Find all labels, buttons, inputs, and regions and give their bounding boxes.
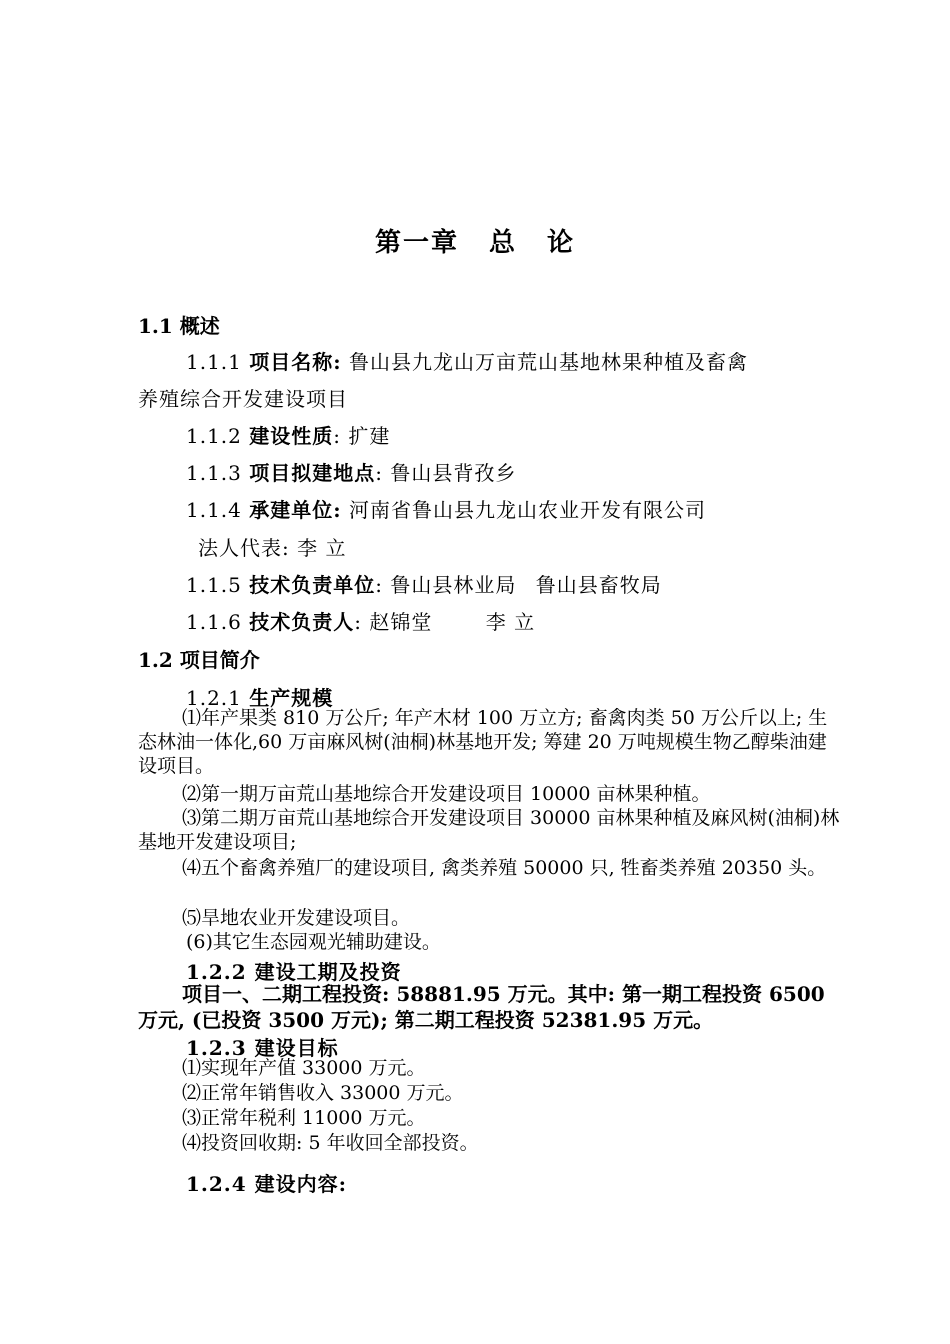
chapter-title <box>0 222 950 259</box>
item-1-1-2 <box>186 420 390 449</box>
item-key: 建设目标 <box>254 1036 339 1060</box>
item-key: 技术负责人 <box>249 610 355 634</box>
item-1-2-4-heading <box>186 1168 347 1197</box>
item-1-1-5 <box>186 569 662 598</box>
scale-paragraph-6: (6)其它生态园观光辅助建设。 <box>186 931 441 953</box>
item-1-1-1-continued: 养殖综合开发建设项目 <box>138 387 348 411</box>
item-key: 生产规模 <box>249 686 334 710</box>
item-value: : 鲁山县林业局 <box>375 573 517 597</box>
goal-3: ⑶正常年税利 11000 万元。 <box>182 1107 426 1129</box>
chapter-title-part2: 总 <box>488 228 517 258</box>
item-value-2: 李 立 <box>485 610 536 634</box>
item-key: 建设内容: <box>254 1172 348 1196</box>
item-number: 1.2.1 <box>186 686 242 710</box>
scale-paragraph-4: ⑷五个畜禽养殖厂的建设项目, 禽类养殖 50000 只, 牲畜类养殖 20350 头。 <box>182 857 827 879</box>
item-value-2: 鲁山县畜牧局 <box>535 573 662 597</box>
item-key: 建设性质 <box>249 424 334 448</box>
item-value: : 赵锦堂 <box>354 610 433 634</box>
goal-4: ⑷投资回收期: 5 年收回全部投资。 <box>182 1132 479 1154</box>
item-key: 项目名称: <box>249 350 342 374</box>
chapter-title-part3: 论 <box>547 228 576 258</box>
item-number: 1.2.2 <box>186 960 247 984</box>
chapter-title-part1: 第一章 <box>374 228 459 258</box>
scale-paragraph-2: ⑵第一期万亩荒山基地综合开发建设项目 10000 亩林果种植。 <box>182 783 711 805</box>
goal-2: ⑵正常年销售收入 33000 万元。 <box>182 1082 464 1104</box>
item-1-1-1 <box>186 346 748 375</box>
item-number: 1.2.3 <box>186 1036 247 1060</box>
scale-paragraph-5: ⑸旱地农业开发建设项目。 <box>182 907 411 929</box>
item-number: 1.1.2 <box>186 424 242 448</box>
item-number: 1.1.3 <box>186 461 242 485</box>
item-number: 1.1.6 <box>186 610 242 634</box>
scale-paragraph-1: ⑴年产果类 810 万公斤; 年产木材 100 万立方; 畜禽肉类 50 万公斤以上; 生态林油一体化,60 万亩麻风树(油桐)林基地开发; 筹建 20 万吨规模生物乙醇柴油建设项目。 <box>138 707 828 777</box>
item-value: 河南省鲁山县九龙山农业开发有限公司 <box>349 498 706 522</box>
scale-paragraph-3: ⑶第二期万亩荒山基地综合开发建设项目 30000 亩林果种植及麻风树(油桐)林基地开发建设项目; <box>138 807 840 853</box>
item-key: 项目拟建地点 <box>249 461 376 485</box>
legal-representative: 法人代表: 李 立 <box>198 536 347 560</box>
item-key: 技术负责单位 <box>249 573 376 597</box>
item-value: : 鲁山县背孜乡 <box>375 461 517 485</box>
item-number: 1.1.1 <box>186 350 242 374</box>
item-key: 承建单位: <box>249 498 342 522</box>
item-value: 鲁山县九龙山万亩荒山基地林果种植及畜禽 <box>349 350 748 374</box>
section-1-2-heading: 1.2 项目简介 <box>138 648 260 672</box>
item-1-1-3 <box>186 457 516 486</box>
item-key: 建设工期及投资 <box>254 960 402 984</box>
item-1-1-4 <box>186 494 706 523</box>
item-number: 1.1.4 <box>186 498 242 522</box>
item-1-1-6 <box>186 606 535 635</box>
goal-1: ⑴实现年产值 33000 万元。 <box>182 1057 426 1079</box>
section-1-1-heading: 1.1 概述 <box>138 314 220 338</box>
item-number: 1.1.5 <box>186 573 242 597</box>
investment-paragraph: 项目一、二期工程投资: 58881.95 万元。其中: 第一期工程投资 6500 万元, (已投资 3500 万元); 第二期工程投资 52381.95 万元。 <box>138 982 825 1032</box>
item-number: 1.2.4 <box>186 1172 247 1196</box>
item-value: : 扩建 <box>333 424 391 448</box>
